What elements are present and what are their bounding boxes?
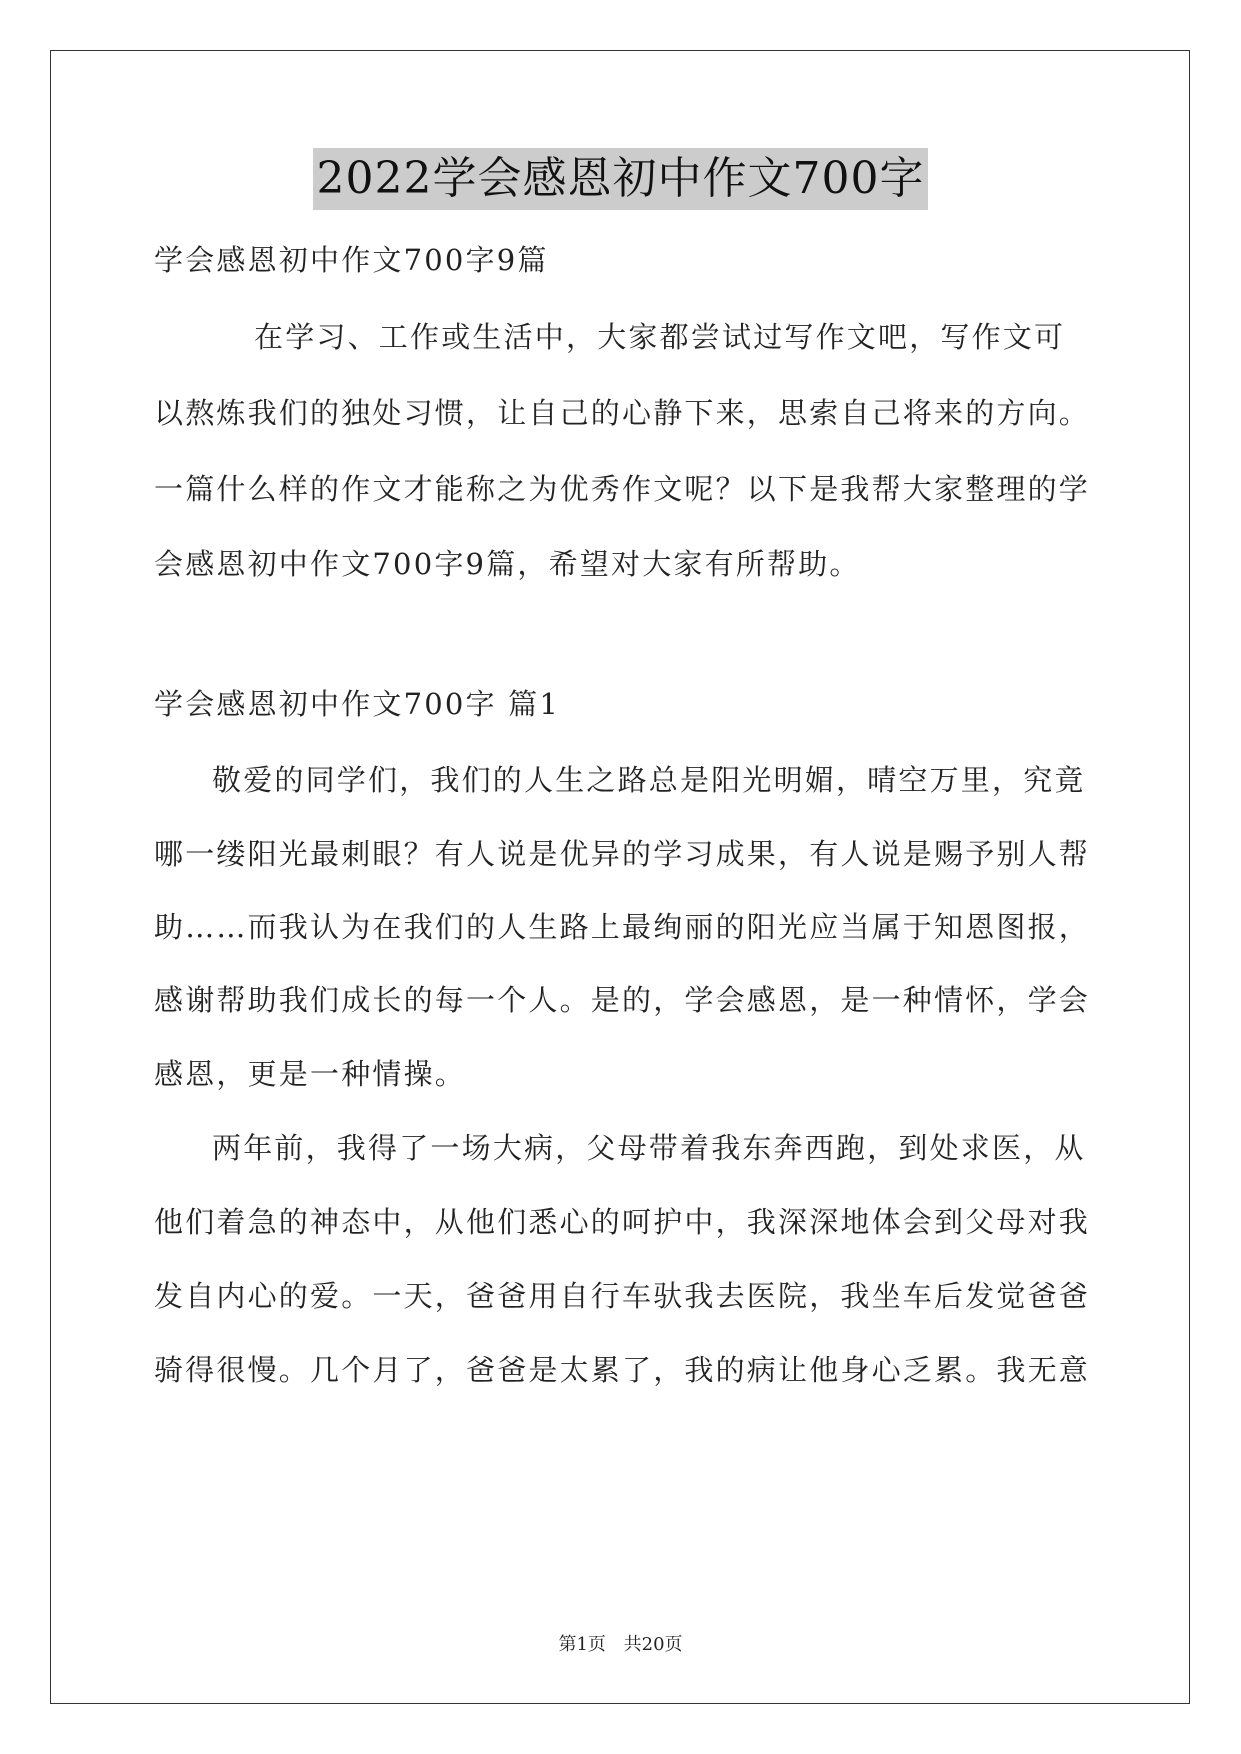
paragraph-line: 感谢帮助我们成长的每一个人。是的，学会感恩，是一种情怀，学会	[154, 983, 1091, 1017]
paragraph-line: 敬爱的同学们，我们的人生之路总是阳光明媚，晴空万里，究竟	[212, 763, 1086, 797]
page-border	[50, 50, 1190, 1704]
document-subtitle: 学会感恩初中作文700字9篇	[154, 243, 549, 277]
intro-line: 在学习、工作或生活中，大家都尝试过写作文吧，写作文可	[254, 320, 1066, 354]
paragraph-line: 助……而我认为在我们的人生路上最绚丽的阳光应当属于知恩图报，	[154, 910, 1091, 944]
section-heading: 学会感恩初中作文700字 篇1	[154, 687, 561, 721]
paragraph-line: 两年前，我得了一场大病，父母带着我东奔西跑，到处求医，从	[212, 1131, 1086, 1165]
page-footer	[0, 1630, 1241, 1656]
page-total: 共20页	[623, 1634, 683, 1655]
title-container	[0, 148, 1241, 210]
page-number: 第1页	[558, 1634, 606, 1655]
document-title: 2022学会感恩初中作文700字	[313, 148, 929, 210]
paragraph-line: 哪一缕阳光最刺眼？有人说是优异的学习成果，有人说是赐予别人帮	[154, 837, 1091, 871]
intro-line: 一篇什么样的作文才能称之为优秀作文呢？以下是我帮大家整理的学	[154, 472, 1091, 506]
paragraph-line: 他们着急的神态中，从他们悉心的呵护中，我深深地体会到父母对我	[154, 1205, 1091, 1239]
paragraph-line: 感恩，更是一种情操。	[154, 1057, 467, 1091]
intro-line: 会感恩初中作文700字9篇，希望对大家有所帮助。	[154, 547, 861, 581]
paragraph-line: 发自内心的爱。一天，爸爸用自行车驮我去医院，我坐车后发觉爸爸	[154, 1279, 1091, 1313]
intro-line: 以熬炼我们的独处习惯，让自己的心静下来，思索自己将来的方向。	[154, 396, 1091, 430]
paragraph-line: 骑得很慢。几个月了，爸爸是太累了，我的病让他身心乏累。我无意	[154, 1353, 1091, 1387]
